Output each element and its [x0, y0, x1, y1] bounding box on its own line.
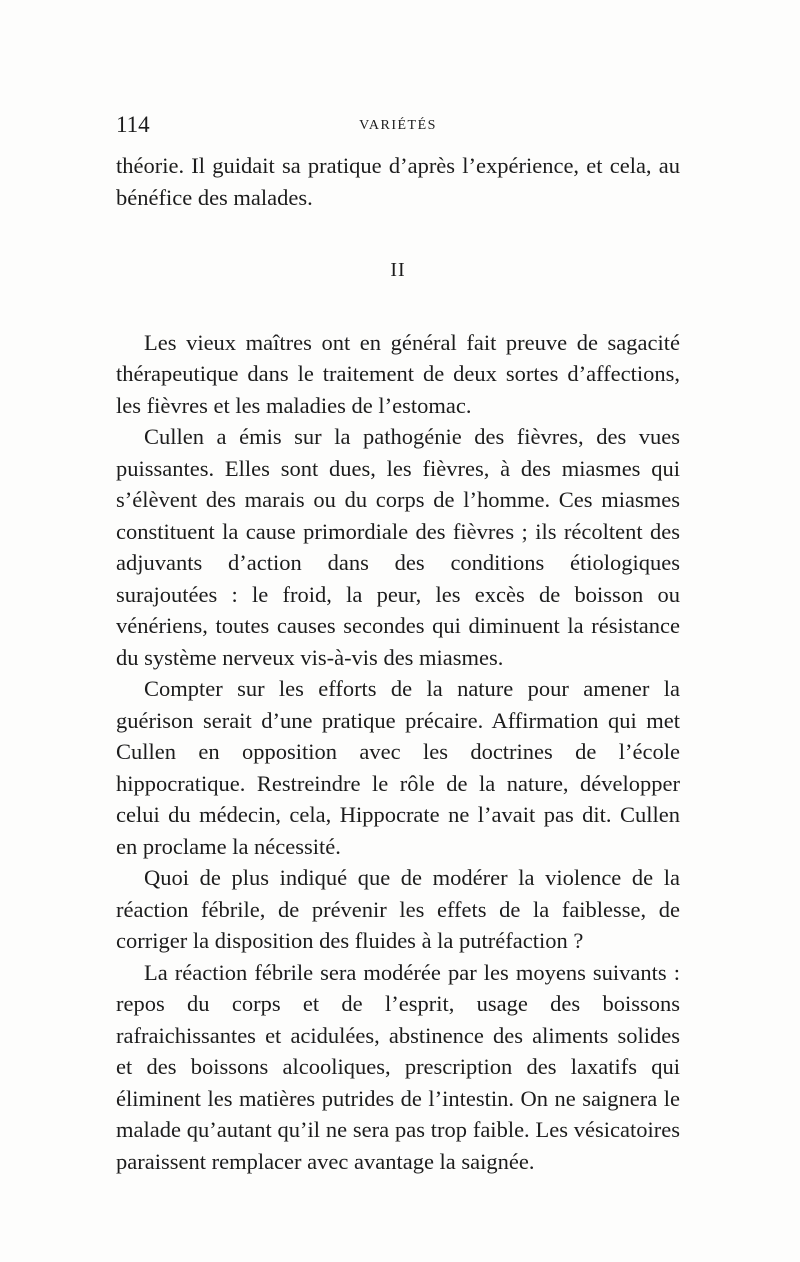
page-number: 114: [116, 112, 150, 137]
section-number: II: [390, 259, 406, 281]
body-text: [116, 150, 680, 1177]
running-head: [116, 112, 680, 142]
paragraph: Compter sur les efforts de la nature pour amener la guérison serait d’une pratique précaire. Affirmation qui met Cullen en opposition avec les doctrines de l’école hippocratique. Restreindre le rôle de la nature, développer celui du médecin, cela, Hippocrate ne l’avait pas dit. Cullen en proclame la nécessité.: [116, 676, 680, 859]
paragraph: La réaction fébrile sera modérée par les moyens suivants : repos du corps et de l’esprit, usage des boissons rafraichissantes et acidulées, abstinence des aliments solides et des boissons alcooliques, prescription des laxatifs qui éliminent les matières putrides de l’intestin. On ne saignera le malade qu’autant qu’il ne sera pas trop faible. Les vésicatoires paraissent remplacer avec avantage la saignée.: [116, 959, 680, 1174]
paragraph: Cullen a émis sur la pathogénie des fièvres, des vues puissantes. Elles sont dues, les fièvres, à des miasmes qui s’élèvent des marais ou du corps de l’homme. Ces miasmes constituent la cause primordiale des fièvres ; ils récoltent des adjuvants d’action dans des conditions étiologiques surajoutées : le froid, la peur, les excès de boisson ou vénériens, toutes causes secondes qui diminuent la résistance du système nerveux vis-à-vis des miasmes.: [116, 424, 680, 670]
paragraph: Les vieux maîtres ont en général fait preuve de sagacité thérapeutique dans le traitement de deux sortes d’affections, les fièvres et les maladies de l’estomac.: [116, 329, 680, 418]
paragraph: Quoi de plus indiqué que de modérer la violence de la réaction fébrile, de prévenir les effets de la faiblesse, de corriger la disposition des fluides à la putréfaction ?: [116, 865, 680, 953]
section-title: VARIÉTÉS: [359, 118, 437, 133]
opening-paragraph: théorie. Il guidait sa pratique d’après l’expérience, et cela, au bénéfice des malades.: [116, 153, 680, 210]
